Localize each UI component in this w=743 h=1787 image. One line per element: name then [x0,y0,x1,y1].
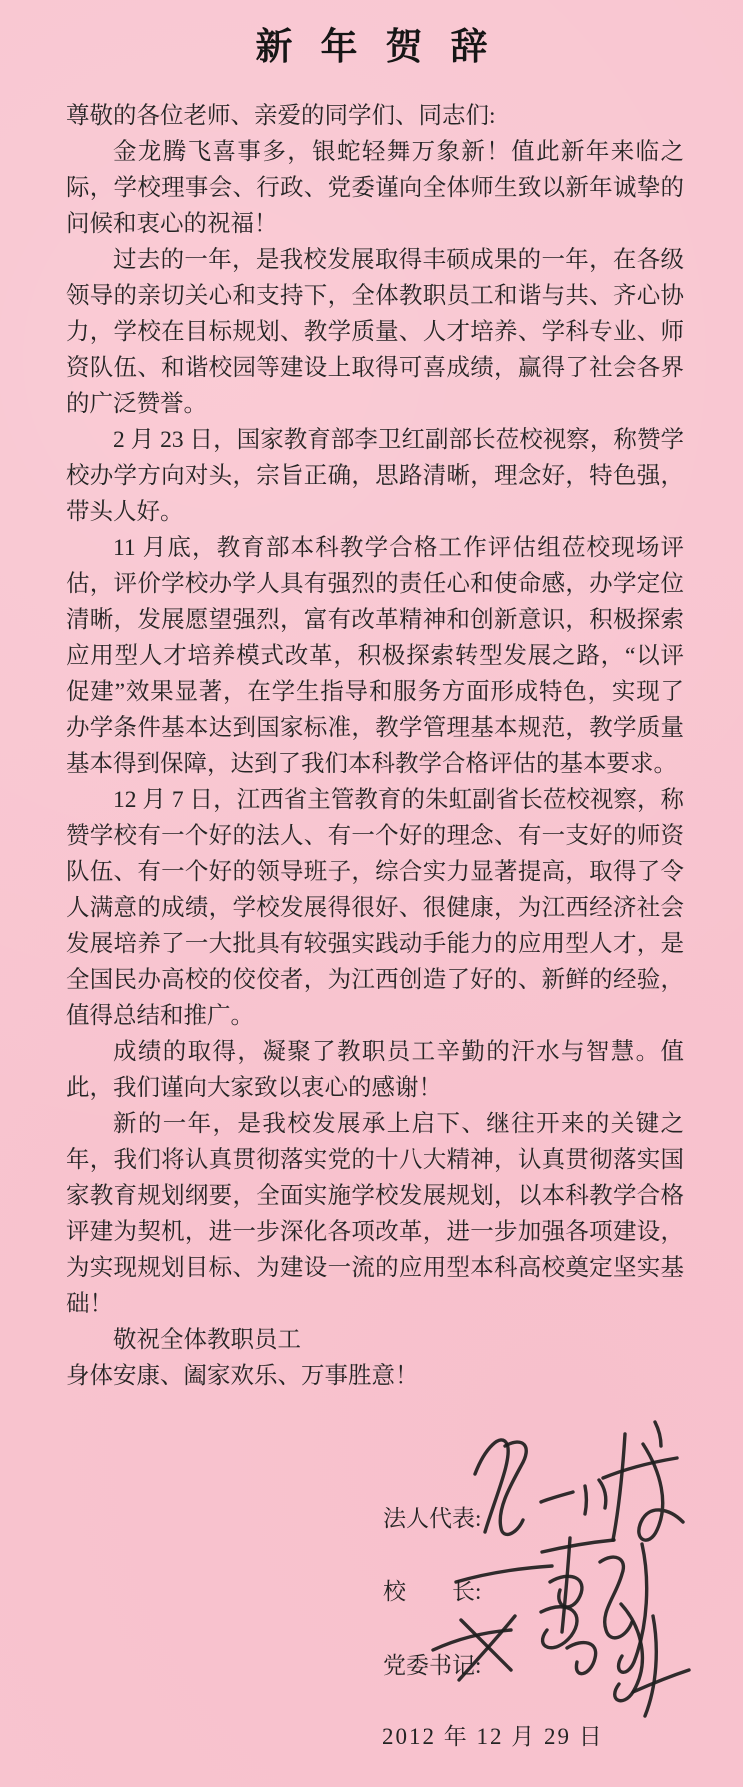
signature-label-president: 校 长: [383,1579,482,1604]
paragraph: 金龙腾飞喜事多，银蛇轻舞万象新！值此新年来临之际，学校理事会、行政、党委谨向全体师生致以新年诚挚的问候和衷心的祝福！ [66,139,684,237]
closing-wish-line: 敬祝全体教职员工 [113,1327,301,1353]
signature-label-legal-representative: 法人代表: [383,1506,482,1531]
paragraph: 过去的一年，是我校发展取得丰硕成果的一年，在各级领导的亲切关心和支持下，全体教职员工和谐与共、齐心协力，学校在目标规划、教学质量、人才培养、学科专业、师资队伍、和谐校园等建设上取得可喜成绩，赢得了社会各界的广泛赞誉。 [66,247,684,417]
paragraph: 12 月 7 日，江西省主管教育的朱虹副省长莅校视察，称赞学校有一个好的法人、有一个好的理念、有一支好的师资队伍、有一个好的领导班子，综合实力显著提高，取得了令人满意的成绩，学校发展得很好、很健康，为江西经济社会发展培养了一大批具有较强实践动手能力的应用型人才，是全国民办高校的佼佼者，为江西创造了好的、新鲜的经验，值得总结和推广。 [66,787,684,1029]
letter-body [66,98,684,1394]
page-title: 新年贺辞 [255,27,516,68]
salutation: 尊敬的各位老师、亲爱的同学们、同志们: [66,103,496,129]
letter-date: 2012 年 12 月 29 日 [382,1724,604,1749]
paragraph: 成绩的取得，凝聚了教职员工辛勤的汗水与智慧。值此，我们谨向大家致以衷心的感谢！ [66,1039,684,1101]
closing-wish-line: 身体安康、阖家欢乐、万事胜意！ [66,1363,419,1389]
signature-ink-legal-representative [445,1416,695,1568]
paragraph: 2 月 23 日，国家教育部李卫红副部长莅校视察，称赞学校办学方向对头，宗旨正确，思路清晰，理念好，特色强，带头人好。 [66,427,684,525]
signature-ink-president [450,1520,682,1692]
paragraph: 11 月底，教育部本科教学合格工作评估组莅校现场评估，评价学校办学人具有强烈的责任心和使命感，办学定位清晰，发展愿望强烈，富有改革精神和创新意识，积极探索应用型人才培养模式改革，积极探索转型发展之路，“以评促建”效果显著，在学生指导和服务方面形成特色，实现了办学条件基本达到国家标准，教学管理基本规范，教学质量基本得到保障，达到了我们本科教学合格评估的基本要求。 [66,535,684,777]
paragraph: 新的一年，是我校发展承上启下、继往开来的关键之年，我们将认真贯彻落实党的十八大精神，认真贯彻落实国家教育规划纲要，全面实施学校发展规划，以本科教学合格评建为契机，进一步深化各项改革，进一步加强各项建设，为实现规划目标、为建设一流的应用型本科高校奠定坚实基础！ [66,1111,684,1317]
signature-label-party-secretary: 党委书记: [383,1653,482,1678]
